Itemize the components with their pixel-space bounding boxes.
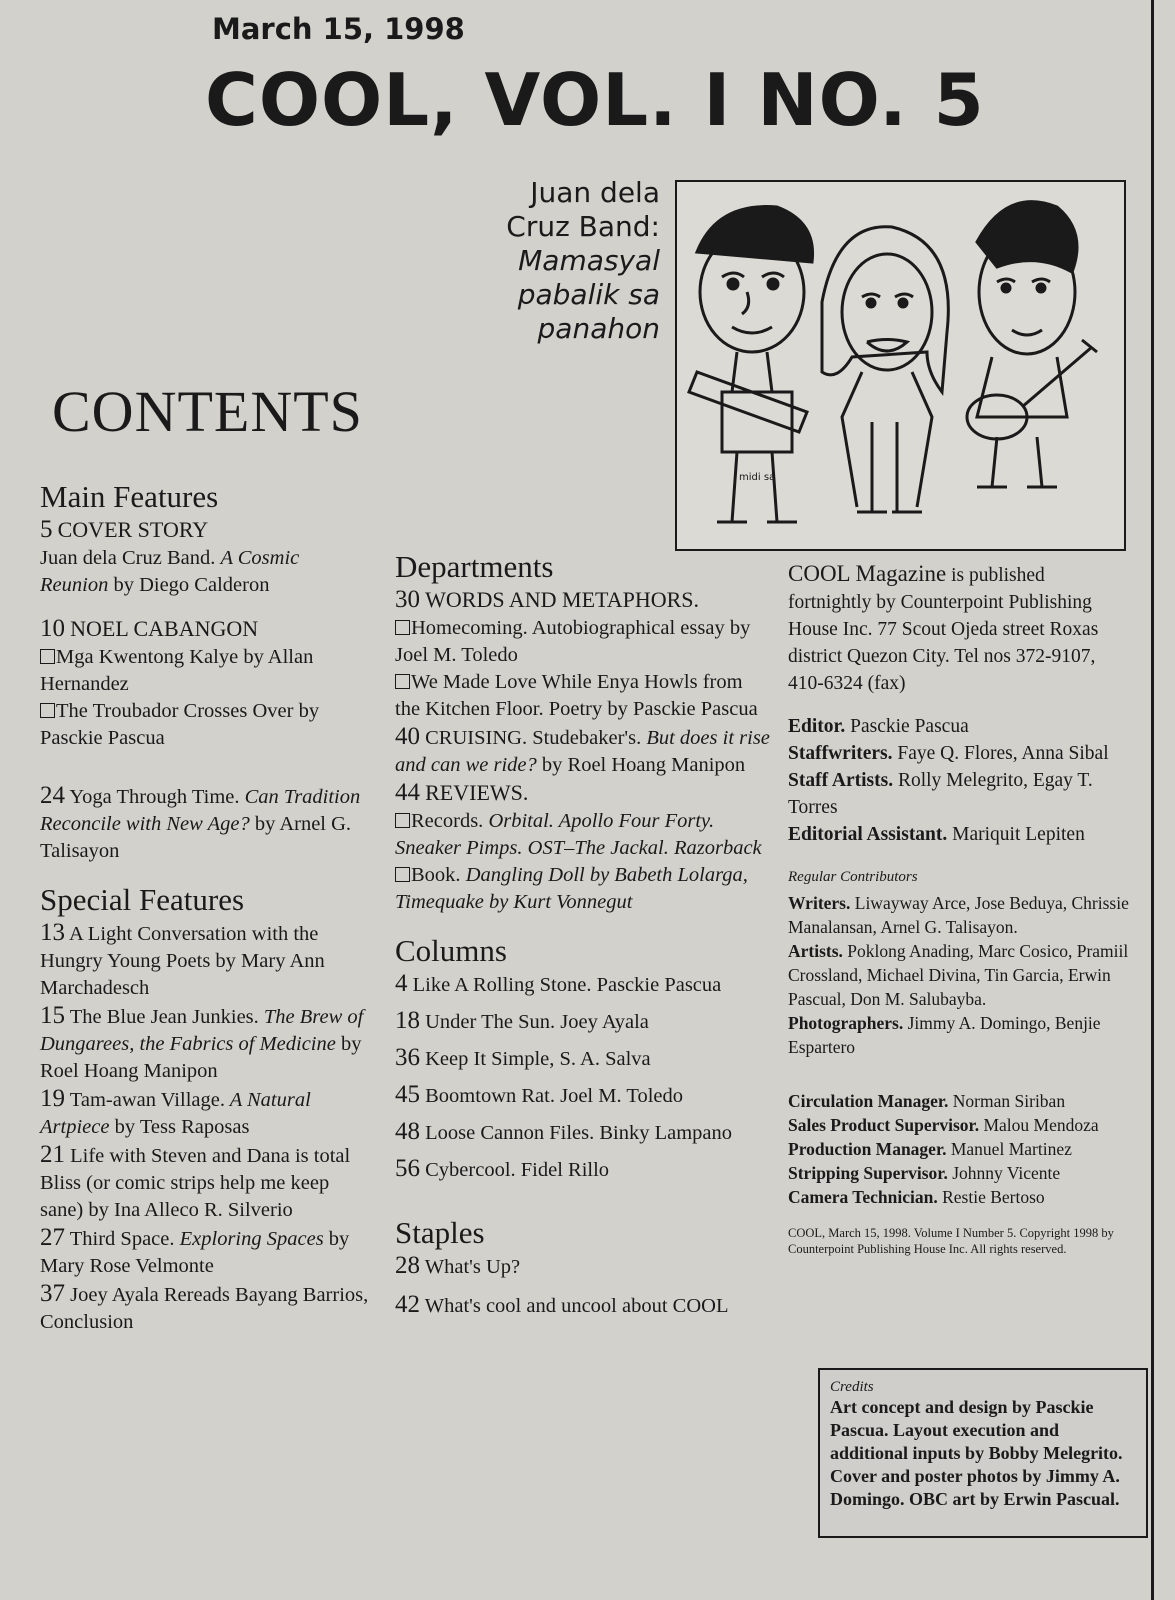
toc-subentry: Mga Kwentong Kalye by Allan Hernandez bbox=[40, 646, 314, 695]
toc-entry: 19 Tam-awan Village. A Natural Artpiece by Tess Raposas bbox=[40, 1085, 311, 1138]
issue-date: March 15, 1998 bbox=[212, 12, 465, 46]
toc-subentry: Book. Dangling Doll by Babeth Lolarga, Timequake by Kurt Vonnegut bbox=[395, 864, 748, 913]
staff-credit: Staff Artists. Rolly Melegrito, Egay T. Torres bbox=[788, 770, 1093, 818]
toc-entry: 5 COVER STORY bbox=[40, 516, 209, 543]
toc-entry: 48 Loose Cannon Files. Binky Lampano bbox=[395, 1118, 733, 1145]
toc-entry-detail: Juan dela Cruz Band. A Cosmic Reunion by Diego Calderon bbox=[40, 547, 300, 596]
staff-credit: Sales Product Supervisor. Malou Mendoza bbox=[788, 1115, 1099, 1135]
bullet-square-icon bbox=[395, 674, 410, 689]
section-heading-departments: Departments bbox=[395, 549, 554, 584]
band-caricature-illustration bbox=[675, 180, 1126, 551]
bullet-square-icon bbox=[40, 649, 55, 664]
column-departments bbox=[395, 548, 770, 1320]
column-features bbox=[40, 478, 370, 1336]
toc-entry: 13 A Light Conversation with the Hungry Young Poets by Mary Ann Marchadesch bbox=[40, 919, 325, 999]
magazine-masthead: COOL, VOL. I NO. 5 bbox=[205, 58, 985, 142]
toc-entry: 42 What's cool and uncool about COOL bbox=[395, 1291, 729, 1318]
artist-signature: midi sa bbox=[739, 472, 776, 483]
bullet-square-icon bbox=[40, 703, 55, 718]
credits-box bbox=[818, 1368, 1148, 1538]
toc-entry: 45 Boomtown Rat. Joel M. Toledo bbox=[395, 1081, 683, 1108]
toc-subentry: We Made Love While Enya Howls from the Kitchen Floor. Poetry by Pasckie Pascua bbox=[395, 671, 758, 720]
caricature-drawing bbox=[677, 182, 1124, 549]
credits-text: Art concept and design by Pasckie Pascua. Layout execution and additional inputs by Bobby Melegrito. Cover and poster photos by Jimmy A. Domingo. OBC art by Erwin Pascual. bbox=[830, 1397, 1123, 1509]
cover-caption-line: Cruz Band: bbox=[506, 210, 660, 243]
cover-caption-line: pabalik sa bbox=[517, 278, 660, 311]
staff-credit: Production Manager. Manuel Martinez bbox=[788, 1139, 1072, 1159]
bullet-square-icon bbox=[395, 867, 410, 882]
page-border-rule bbox=[1151, 0, 1154, 1600]
credits-heading: Credits bbox=[830, 1379, 874, 1395]
cover-caption-line: Mamasyal bbox=[518, 244, 660, 277]
toc-entry: 4 Like A Rolling Stone. Pasckie Pascua bbox=[395, 970, 722, 997]
bullet-square-icon bbox=[395, 620, 410, 635]
toc-entry: 56 Cybercool. Fidel Rillo bbox=[395, 1155, 610, 1182]
staff-credit: Editor. Pasckie Pascua bbox=[788, 716, 969, 737]
toc-entry: 36 Keep It Simple, S. A. Salva bbox=[395, 1044, 651, 1071]
bullet-square-icon bbox=[395, 813, 410, 828]
staff-credit: Photographers. Jimmy A. Domingo, Benjie Espartero bbox=[788, 1013, 1101, 1057]
toc-entry: 30 WORDS AND METAPHORS. bbox=[395, 586, 700, 613]
toc-entry: 40 CRUISING. Studebaker's. But does it rise and can we ride? by Roel Hoang Manipon bbox=[395, 723, 770, 776]
toc-entry: 27 Third Space. Exploring Spaces by Mary Rose Velmonte bbox=[40, 1224, 350, 1277]
section-heading-columns: Columns bbox=[395, 933, 507, 968]
staff-credit: Staffwriters. Faye Q. Flores, Anna Sibal bbox=[788, 743, 1109, 764]
contributors-heading: Regular Contributors bbox=[788, 869, 918, 885]
copyright-notice: COOL, March 15, 1998. Volume I Number 5. Copyright 1998 by Counterpoint Publishing House Inc. All rights reserved. bbox=[788, 1226, 1114, 1256]
section-heading-special-features: Special Features bbox=[40, 882, 245, 917]
toc-entry: 21 Life with Steven and Dana is total Bliss (or comic strips help me keep sane) by Ina Alleco R. Silverio bbox=[40, 1141, 351, 1221]
section-heading-staples: Staples bbox=[395, 1215, 485, 1250]
staff-credit: Camera Technician. Restie Bertoso bbox=[788, 1187, 1045, 1207]
toc-entry: 15 The Blue Jean Junkies. The Brew of Dungarees, the Fabrics of Medicine by Roel Hoang Manipon bbox=[40, 1002, 364, 1082]
toc-entry: 24 Yoga Through Time. Can Tradition Reconcile with New Age? by Arnel G. Talisayon bbox=[40, 782, 361, 862]
toc-entry: 10 NOEL CABANGON bbox=[40, 615, 259, 642]
column-masthead-info bbox=[788, 560, 1133, 1257]
toc-entry: 18 Under The Sun. Joey Ayala bbox=[395, 1007, 649, 1034]
cover-caption-line: panahon bbox=[537, 312, 660, 345]
staff-credit: Writers. Liwayway Arce, Jose Beduya, Chrissie Manalansan, Arnel G. Talisayon. bbox=[788, 893, 1129, 937]
toc-subentry: Homecoming. Autobiographical essay by Joel M. Toledo bbox=[395, 617, 751, 666]
toc-entry: 37 Joey Ayala Rereads Bayang Barrios, Conclusion bbox=[40, 1280, 369, 1333]
toc-entry: 28 What's Up? bbox=[395, 1252, 521, 1279]
toc-subentry: Records. Orbital. Apollo Four Forty. Sneaker Pimps. OST–The Jackal. Razorback bbox=[395, 810, 762, 859]
staff-credit: Editorial Assistant. Mariquit Lepiten bbox=[788, 824, 1085, 845]
staff-credit: Circulation Manager. Norman Siriban bbox=[788, 1091, 1066, 1111]
contents-title: CONTENTS bbox=[52, 379, 363, 444]
cover-caption-line: Juan dela bbox=[530, 176, 660, 209]
section-heading-main-features: Main Features bbox=[40, 479, 219, 514]
toc-entry: 44 REVIEWS. bbox=[395, 779, 529, 806]
staff-credit: Stripping Supervisor. Johnny Vicente bbox=[788, 1163, 1061, 1183]
toc-subentry: The Troubador Crosses Over by Pasckie Pascua bbox=[40, 700, 320, 749]
staff-credit: Artists. Poklong Anading, Marc Cosico, Pramiil Crossland, Michael Divina, Tin Garcia, Erwin Pascual, Don M. Salubayba. bbox=[788, 941, 1129, 1009]
cover-caption bbox=[440, 176, 660, 346]
publisher-info: COOL Magazine is published fortnightly by Counterpoint Publishing House Inc. 77 Scout Ojeda street Roxas district Quezon City. Tel nos 372-9107, 410-6324 (fax) bbox=[788, 561, 1099, 694]
